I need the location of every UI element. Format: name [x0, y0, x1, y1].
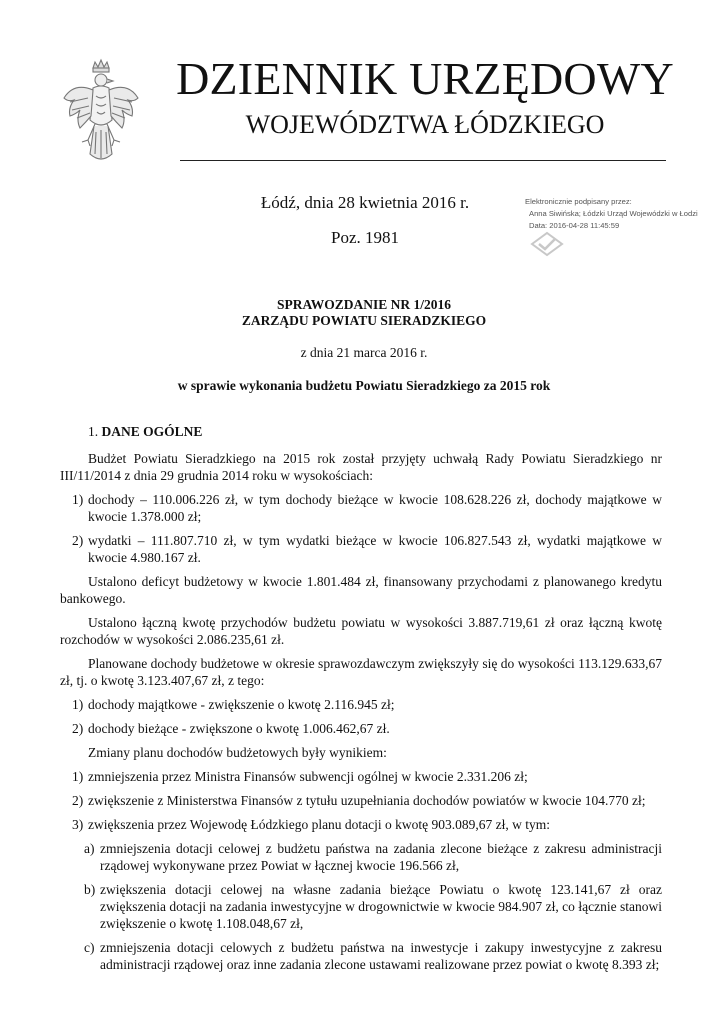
sub-list-item-text: zmniejszenia dotacji celowej z budżetu państwa na zadania zlecone bieżące z zakresu administracji rządowej wykonywane przez Powiat w łącznej kwocie 196.566 zł, — [100, 841, 662, 873]
report-date: z dnia 21 marca 2016 r. — [300, 345, 428, 360]
list-item — [60, 768, 662, 785]
list-item — [60, 720, 662, 737]
list-item-text: wydatki – 111.807.710 zł, w tym wydatki bieżące w kwocie 106.827.543 zł, wydatki majątkowe w kwocie 4.980.167 zł. — [88, 533, 662, 565]
list-item — [60, 696, 662, 713]
publication-date: Łódź, dnia 28 kwietnia 2016 r. — [260, 193, 470, 212]
list-item-number: 2) — [72, 533, 84, 548]
electronic-signature — [525, 196, 725, 232]
list-item-text: zwiększenia przez Wojewodę Łódzkiego planu dotacji o kwotę 903.089,67 zł, w tym: — [88, 817, 551, 832]
list-item-text: dochody majątkowe - zwiększenie o kwotę 2.116.945 zł; — [88, 697, 395, 712]
report-title — [100, 297, 628, 329]
section-number: 1. — [88, 424, 99, 439]
sub-list-item-letter: c) — [84, 940, 95, 955]
list-item-text: dochody bieżące - zwiększone o kwotę 1.006.462,67 zł. — [88, 721, 390, 736]
list-item-number: 1) — [72, 769, 84, 784]
list-item — [60, 792, 662, 809]
paragraph-changes: Zmiany planu dochodów budżetowych były wynikiem: — [88, 745, 387, 760]
signature-line-2: Anna Siwińska; Łódzki Urząd Wojewódzki w Łodzi — [529, 209, 698, 218]
sub-list-item-letter: b) — [84, 882, 96, 897]
list-item-text: zwiększenie z Ministerstwa Finansów z tytułu uzupełniania dochodów powiatów w kwocie 104.770 zł; — [88, 793, 646, 808]
sub-list-item — [60, 840, 662, 874]
report-title-line-1: SPRAWOZDANIE NR 1/2016 — [276, 297, 452, 312]
signature-line-3: Data: 2016-04-28 11:45:59 — [529, 221, 620, 230]
section-heading — [88, 423, 662, 440]
sub-list-item-text: zwiększenia dotacji celowej na własne zadania bieżące Powiatu o kwotę 123.141,67 zł oraz zwiększenia dotacji na zadania inwestycyjne w drogownictwie w kwocie 984.907 zł, co łącznie stanowi zwiększenie o kwotę 1.108.048,67 zł, — [100, 882, 662, 931]
white-eagle-emblem-icon — [60, 58, 142, 168]
list-item-number: 1) — [72, 492, 84, 507]
list-item-number: 2) — [72, 793, 84, 808]
list-item-text: zmniejszenia przez Ministra Finansów subwencji ogólnej w kwocie 2.331.206 zł; — [88, 769, 528, 784]
sub-list-item — [60, 881, 662, 932]
list-item-text: dochody – 110.006.226 zł, w tym dochody bieżące w kwocie 108.628.226 zł, dochody majątkowe w kwocie 1.378.000 zł; — [88, 492, 662, 524]
gazette-subtitle: WOJEWÓDZTWA ŁÓDZKIEGO — [245, 110, 605, 139]
paragraph-intro: Budżet Powiatu Sieradzkiego na 2015 rok został przyjęty uchwałą Rady Powiatu Sieradzkiego nr III/11/2014 z dnia 29 grudnia 2014 roku w wysokościach: — [60, 451, 662, 483]
header-divider — [180, 160, 666, 161]
section-title: DANE OGÓLNE — [101, 424, 203, 439]
paragraph-planned: Planowane dochody budżetowe w okresie sprawozdawczym zwiększyły się do wysokości 113.129.633,67 zł, tj. o kwotę 3.123.407,67 zł, z tego: — [60, 656, 662, 688]
list-item — [60, 532, 662, 566]
list-item — [60, 491, 662, 525]
report-title-line-2: ZARZĄDU POWIATU SIERADZKIEGO — [241, 313, 487, 328]
signature-check-icon — [530, 231, 564, 257]
report-subject: w sprawie wykonania budżetu Powiatu Sieradzkiego za 2015 rok — [177, 378, 551, 393]
signature-line-1: Elektronicznie podpisany przez: — [525, 197, 632, 206]
document-body — [60, 423, 662, 980]
list-item — [60, 816, 662, 833]
sub-list-item-letter: a) — [84, 841, 95, 856]
gazette-title: DZIENNIK URZĘDOWY — [176, 53, 674, 104]
sub-list-item-text: zmniejszenia dotacji celowych z budżetu państwa na inwestycje i zakupy inwestycyjne z zakresu administracji rządowej oraz inne zadania zlecone ustawami realizowane przez powiat o kwotę 8.393 zł; — [100, 940, 662, 972]
position-number: Poz. 1981 — [331, 228, 399, 247]
sub-list-item — [60, 939, 662, 973]
list-item-number: 2) — [72, 721, 84, 736]
list-item-number: 1) — [72, 697, 84, 712]
paragraph-revenue: Ustalono łączną kwotę przychodów budżetu powiatu w wysokości 3.887.719,61 zł oraz łączną kwotę rozchodów w wysokości 2.086.235,61 zł. — [60, 615, 662, 647]
paragraph-deficit: Ustalono deficyt budżetowy w kwocie 1.801.484 zł, finansowany przychodami z planowanego kredytu bankowego. — [60, 574, 662, 606]
list-item-number: 3) — [72, 817, 84, 832]
